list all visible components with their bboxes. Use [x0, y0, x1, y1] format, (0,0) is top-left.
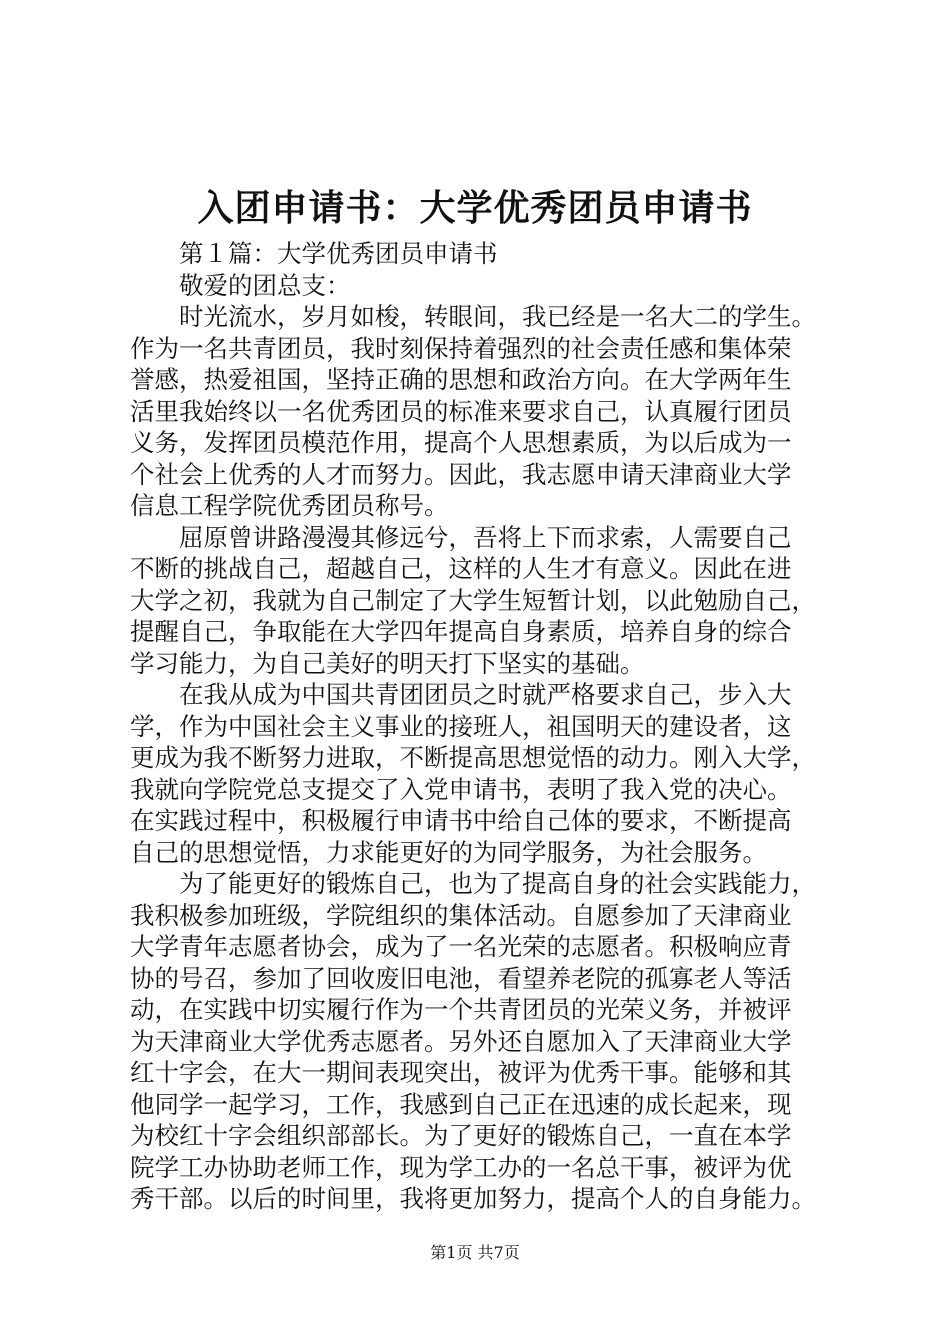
document-body: [130, 238, 834, 1215]
paragraph-line: 信息工程学院优秀团员称号。: [130, 491, 449, 520]
paragraph-line: 院学工办协助老师工作，现为学工办的一名总干事，被评为优: [130, 1152, 792, 1182]
paragraph-line: 屈原曾讲路漫漫其修远兮，吾将上下而求索，人需要自己: [179, 522, 792, 552]
paragraph-line: 大学之初，我就为自己制定了大学生短暂计划，以此勉励自己，: [130, 585, 816, 615]
paragraph-line: 时光流水，岁月如梭，转眼间，我已经是一名大二的学生。: [179, 302, 816, 331]
page-number-footer: 第1页 共7页: [430, 1243, 520, 1262]
paragraph-line: 不断的挑战自己，超越自己，这样的人生才有意义。因此在进: [130, 554, 792, 583]
paragraph-line: 我就向学院党总支提交了入党申请书，表明了我入党的决心。: [130, 774, 792, 804]
paragraph-line: 作为一名共青团员，我时刻保持着强烈的社会责任感和集体荣: [130, 333, 792, 363]
section-heading: 第１篇：大学优秀团员申请书: [179, 239, 498, 268]
paragraph-line: 大学青年志愿者协会，成为了一名光荣的志愿者。积极响应青: [130, 932, 792, 961]
salutation: 敬爱的团总支：: [179, 270, 351, 300]
paragraph-line: 在实践过程中，积极履行申请书中给自己体的要求，不断提高: [130, 806, 792, 835]
paragraph-line: 更成为我不断努力进取，不断提高思想觉悟的动力。刚入大学，: [130, 743, 816, 772]
paragraph-line: 活里我始终以一名优秀团员的标准来要求自己，认真履行团员: [130, 396, 792, 426]
paragraph-line: 红十字会，在大一期间表现突出，被评为优秀干事。能够和其: [130, 1058, 792, 1087]
page-title: 入团申请书：大学优秀团员申请书: [197, 188, 753, 229]
paragraph-line: 在我从成为中国共青团团员之时就严格要求自己，步入大: [179, 680, 792, 709]
paragraph-line: 自己的思想觉悟，力求能更好的为同学服务，为社会服务。: [130, 837, 767, 867]
paragraph-line: 个社会上优秀的人才而努力。因此，我志愿申请天津商业大学: [130, 459, 792, 489]
paragraph-line: 为校红十字会组织部部长。为了更好的锻炼自己，一直在本学: [130, 1121, 792, 1150]
paragraph-line: 协的号召，参加了回收废旧电池，看望养老院的孤寡老人等活: [130, 963, 792, 993]
paragraph-line: 为天津商业大学优秀志愿者。另外还自愿加入了天津商业大学: [130, 1026, 792, 1056]
paragraph-line: 学，作为中国社会主义事业的接班人，祖国明天的建设者，这: [130, 711, 792, 741]
paragraph-line: 他同学一起学习，工作，我感到自己正在迅速的成长起来，现: [130, 1089, 792, 1119]
paragraph-line: 义务，发挥团员模范作用，提高个人思想素质，为以后成为一: [130, 428, 792, 457]
paragraph-line: 提醒自己，争取能在大学四年提高自身素质，培养自身的综合: [130, 617, 792, 646]
paragraph-line: 秀干部。以后的时间里，我将更加努力，提高个人的自身能力。: [130, 1184, 816, 1213]
paragraph-line: 誉感，热爱祖国，坚持正确的思想和政治方向。在大学两年生: [130, 365, 792, 394]
paragraph-line: 我积极参加班级，学院组织的集体活动。自愿参加了天津商业: [130, 900, 792, 930]
paragraph-line: 动，在实践中切实履行作为一个共青团员的光荣义务，并被评: [130, 995, 792, 1024]
paragraph-line: 学习能力，为自己美好的明天打下坚实的基础。: [130, 648, 645, 678]
paragraph-line: 为了能更好的锻炼自己，也为了提高自身的社会实践能力，: [179, 869, 816, 898]
